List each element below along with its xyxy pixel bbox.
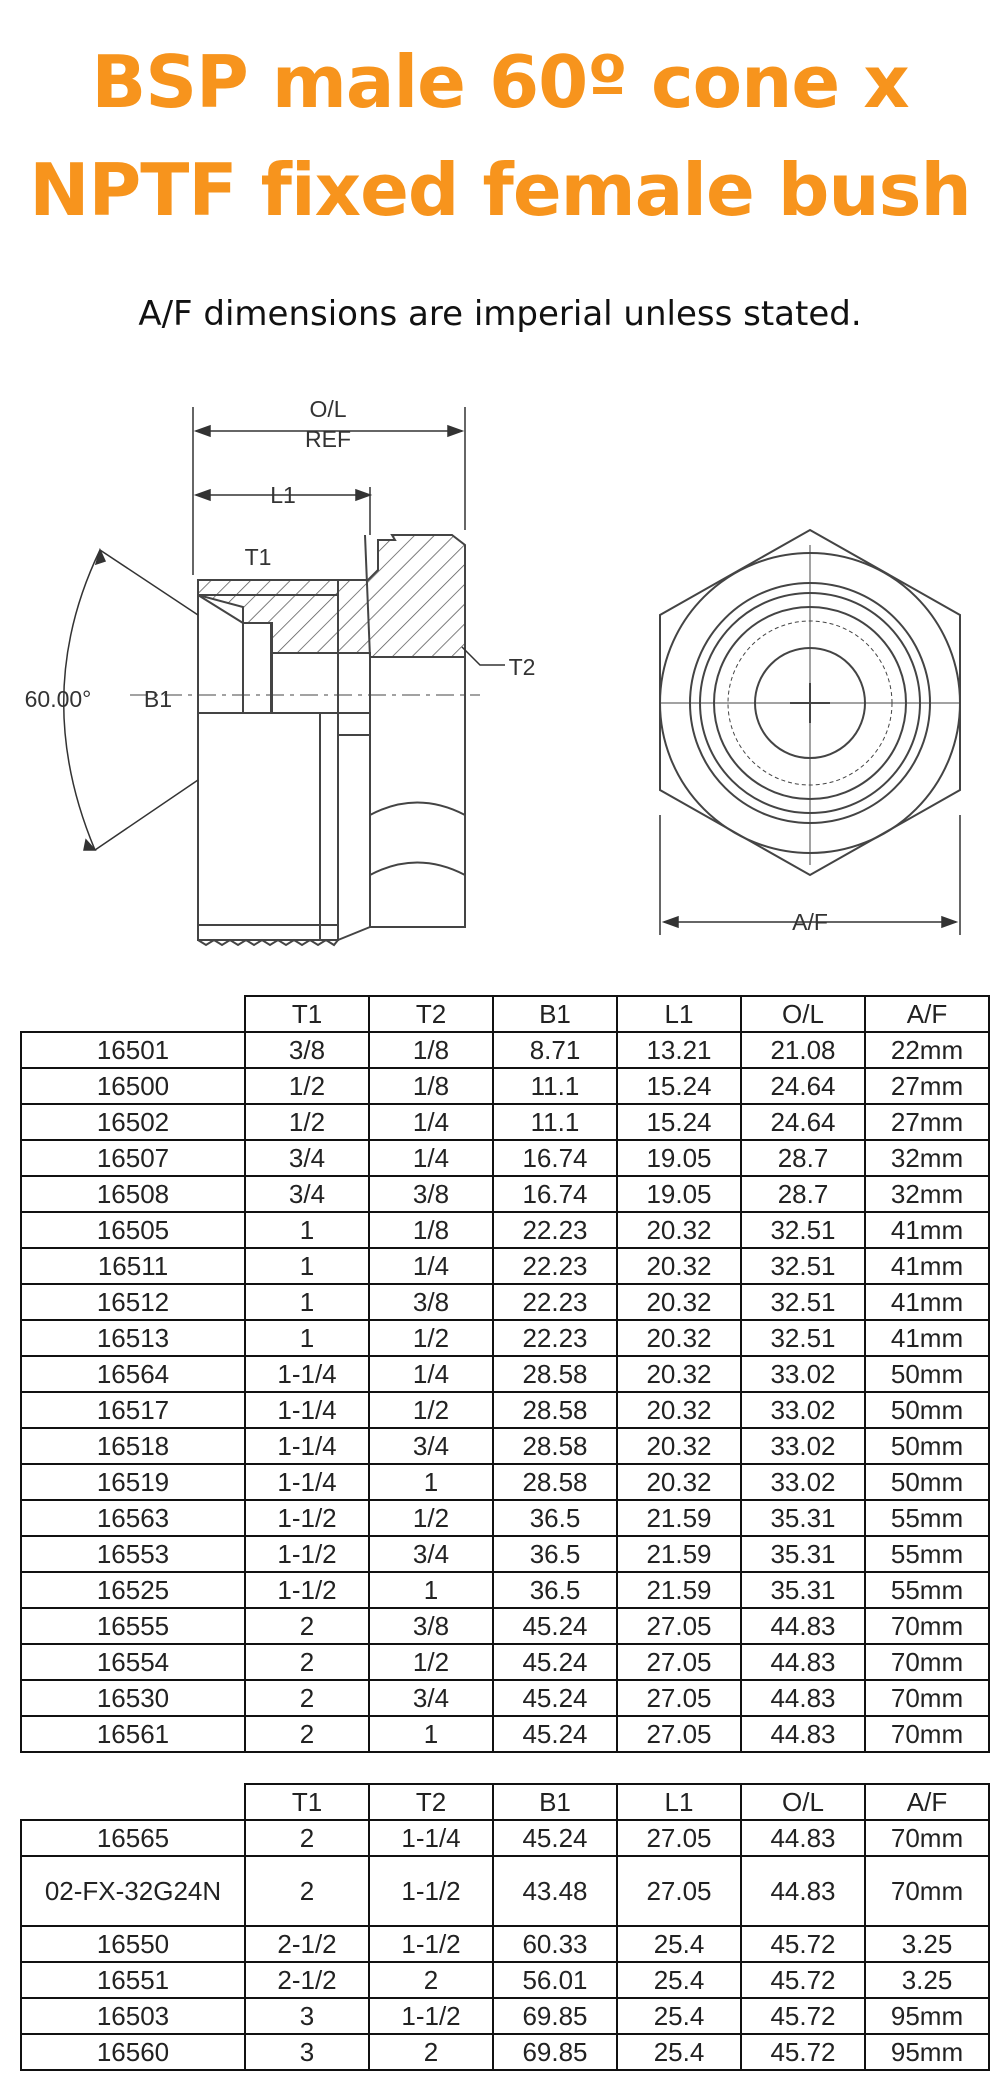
cell-b1: 11.1: [493, 1068, 617, 1104]
table-row: [21, 1104, 989, 1140]
cell-t2: 1/2: [369, 1644, 493, 1680]
cell-b1: 28.58: [493, 1356, 617, 1392]
cell-t2: 3/4: [369, 1680, 493, 1716]
cell-b1: 45.24: [493, 1608, 617, 1644]
cell-ol: 45.72: [741, 2034, 865, 2070]
cell-l1: 25.4: [617, 1962, 741, 1998]
cell-part-number: 16553: [21, 1536, 245, 1572]
cell-part-number: 16505: [21, 1212, 245, 1248]
cell-t2: 1-1/4: [369, 1820, 493, 1856]
cell-b1: 36.5: [493, 1536, 617, 1572]
cell-part-number: 16525: [21, 1572, 245, 1608]
header-t1: T1: [245, 996, 369, 1032]
header-t1: T1: [245, 1784, 369, 1820]
cell-t2: 3/8: [369, 1284, 493, 1320]
cell-ol: 24.64: [741, 1104, 865, 1140]
cell-af: 27mm: [865, 1104, 989, 1140]
cell-af: 50mm: [865, 1356, 989, 1392]
table-row: [21, 1572, 989, 1608]
cell-t1: 1-1/4: [245, 1464, 369, 1500]
cell-t2: 1/8: [369, 1032, 493, 1068]
cell-af: 70mm: [865, 1820, 989, 1856]
cell-part-number: 16502: [21, 1104, 245, 1140]
t1-label: T1: [244, 544, 272, 570]
cell-b1: 36.5: [493, 1500, 617, 1536]
cell-l1: 25.4: [617, 1926, 741, 1962]
cell-l1: 20.32: [617, 1284, 741, 1320]
cell-part-number: 16519: [21, 1464, 245, 1500]
cell-l1: 20.32: [617, 1464, 741, 1500]
cell-t2: 2: [369, 2034, 493, 2070]
table-row: [21, 1820, 989, 1856]
cell-t1: 2: [245, 1820, 369, 1856]
cell-af: 50mm: [865, 1392, 989, 1428]
table-2-body: [21, 1820, 989, 2070]
cell-b1: 69.85: [493, 1998, 617, 2034]
cell-t1: 1: [245, 1248, 369, 1284]
header-af: A/F: [865, 996, 989, 1032]
table-header-row: [21, 1784, 989, 1820]
table-row: [21, 1392, 989, 1428]
cell-ol: 32.51: [741, 1320, 865, 1356]
cell-t2: 1: [369, 1716, 493, 1752]
cell-t2: 1-1/2: [369, 1856, 493, 1926]
header-t2: T2: [369, 1784, 493, 1820]
cell-t1: 3: [245, 2034, 369, 2070]
cell-ol: 33.02: [741, 1464, 865, 1500]
cell-af: 3.25: [865, 1926, 989, 1962]
cell-t1: 2: [245, 1608, 369, 1644]
cell-t1: 1/2: [245, 1104, 369, 1140]
cell-b1: 45.24: [493, 1680, 617, 1716]
cell-t2: 1-1/2: [369, 1998, 493, 2034]
header-ol: O/L: [741, 996, 865, 1032]
cell-ol: 45.72: [741, 1962, 865, 1998]
cell-ol: 45.72: [741, 1998, 865, 2034]
cell-part-number: 16565: [21, 1820, 245, 1856]
t2-label: T2: [508, 654, 536, 680]
cell-af: 32mm: [865, 1140, 989, 1176]
cell-t1: 3/4: [245, 1176, 369, 1212]
header-blank: [21, 996, 245, 1032]
cell-af: 32mm: [865, 1176, 989, 1212]
cell-b1: 28.58: [493, 1464, 617, 1500]
table-row: [21, 1212, 989, 1248]
cell-t2: 1-1/2: [369, 1926, 493, 1962]
cell-part-number: 16530: [21, 1680, 245, 1716]
table-1-body: [21, 1032, 989, 1752]
subtitle: A/F dimensions are imperial unless stated.: [138, 294, 862, 334]
cell-part-number: 16563: [21, 1500, 245, 1536]
cell-l1: 27.05: [617, 1820, 741, 1856]
cell-part-number: 16564: [21, 1356, 245, 1392]
cell-af: 55mm: [865, 1572, 989, 1608]
table-row: [21, 1068, 989, 1104]
table-row: [21, 1140, 989, 1176]
table-row: [21, 1680, 989, 1716]
cell-b1: 22.23: [493, 1212, 617, 1248]
cell-part-number: 16551: [21, 1962, 245, 1998]
cell-ol: 33.02: [741, 1428, 865, 1464]
header-l1: L1: [617, 1784, 741, 1820]
cell-af: 70mm: [865, 1644, 989, 1680]
cell-t1: 1-1/4: [245, 1356, 369, 1392]
cell-t1: 3: [245, 1998, 369, 2034]
cell-af: 55mm: [865, 1500, 989, 1536]
table-row: [21, 1428, 989, 1464]
cell-af: 3.25: [865, 1962, 989, 1998]
cell-l1: 20.32: [617, 1392, 741, 1428]
cell-af: 70mm: [865, 1716, 989, 1752]
spec-table-2: [20, 1783, 990, 2071]
cell-b1: 28.58: [493, 1392, 617, 1428]
cell-b1: 45.24: [493, 1716, 617, 1752]
cell-part-number: 16550: [21, 1926, 245, 1962]
cell-l1: 27.05: [617, 1644, 741, 1680]
cell-t2: 3/4: [369, 1536, 493, 1572]
cell-ol: 44.83: [741, 1820, 865, 1856]
cell-t2: 1/2: [369, 1320, 493, 1356]
header-l1: L1: [617, 996, 741, 1032]
cell-l1: 20.32: [617, 1428, 741, 1464]
cell-t1: 3/8: [245, 1032, 369, 1068]
cell-b1: 45.24: [493, 1820, 617, 1856]
cell-ol: 21.08: [741, 1032, 865, 1068]
cell-t2: 1: [369, 1464, 493, 1500]
cell-part-number: 16555: [21, 1608, 245, 1644]
cell-ol: 44.83: [741, 1680, 865, 1716]
cell-b1: 60.33: [493, 1926, 617, 1962]
cell-af: 41mm: [865, 1284, 989, 1320]
cell-t1: 2-1/2: [245, 1962, 369, 1998]
cell-part-number: 16560: [21, 2034, 245, 2070]
page-title: [0, 28, 1000, 244]
table-row: [21, 2034, 989, 2070]
cell-af: 41mm: [865, 1320, 989, 1356]
cell-ol: 32.51: [741, 1212, 865, 1248]
cell-l1: 21.59: [617, 1536, 741, 1572]
cell-t1: 2: [245, 1644, 369, 1680]
cell-t2: 1/4: [369, 1104, 493, 1140]
cell-t2: 1/4: [369, 1356, 493, 1392]
cell-part-number: 16554: [21, 1644, 245, 1680]
cell-l1: 27.05: [617, 1716, 741, 1752]
header-b1: B1: [493, 996, 617, 1032]
cell-ol: 33.02: [741, 1392, 865, 1428]
cell-t1: 2: [245, 1716, 369, 1752]
table-row: [21, 1356, 989, 1392]
cell-ol: 24.64: [741, 1068, 865, 1104]
cell-b1: 56.01: [493, 1962, 617, 1998]
header-b1: B1: [493, 1784, 617, 1820]
cell-t2: 2: [369, 1962, 493, 1998]
cell-l1: 27.05: [617, 1608, 741, 1644]
cell-t2: 1: [369, 1572, 493, 1608]
table-row: [21, 1032, 989, 1068]
cell-t1: 3/4: [245, 1140, 369, 1176]
table-row: [21, 1962, 989, 1998]
cell-af: 55mm: [865, 1536, 989, 1572]
cell-l1: 20.32: [617, 1320, 741, 1356]
cell-ol: 35.31: [741, 1536, 865, 1572]
cell-t1: 1-1/4: [245, 1428, 369, 1464]
cell-b1: 22.23: [493, 1320, 617, 1356]
technical-drawing: [0, 395, 1000, 955]
table-row: [21, 1644, 989, 1680]
cell-t1: 1-1/2: [245, 1500, 369, 1536]
cell-t1: 1-1/2: [245, 1572, 369, 1608]
cell-l1: 25.4: [617, 2034, 741, 2070]
header-blank: [21, 1784, 245, 1820]
cell-t2: 1/8: [369, 1068, 493, 1104]
cell-t2: 1/2: [369, 1392, 493, 1428]
ol-label: O/L: [309, 396, 347, 422]
cell-t1: 2: [245, 1856, 369, 1926]
cell-ol: 32.51: [741, 1284, 865, 1320]
side-view: [130, 535, 480, 945]
table-header-row: [21, 996, 989, 1032]
cell-af: 41mm: [865, 1212, 989, 1248]
cell-t1: 1/2: [245, 1068, 369, 1104]
cell-af: 50mm: [865, 1464, 989, 1500]
table-row: [21, 1284, 989, 1320]
technical-drawing-svg: [0, 395, 1000, 955]
cell-t2: 3/8: [369, 1176, 493, 1212]
table-row: [21, 1176, 989, 1212]
cell-af: 27mm: [865, 1068, 989, 1104]
cell-af: 70mm: [865, 1856, 989, 1926]
cell-ol: 44.83: [741, 1644, 865, 1680]
cell-l1: 27.05: [617, 1856, 741, 1926]
header-t2: T2: [369, 996, 493, 1032]
cell-part-number: 16501: [21, 1032, 245, 1068]
cell-af: 50mm: [865, 1428, 989, 1464]
l1-label: L1: [270, 482, 296, 508]
cell-t1: 2-1/2: [245, 1926, 369, 1962]
cell-l1: 20.32: [617, 1212, 741, 1248]
cell-part-number: 16503: [21, 1998, 245, 2034]
cell-t1: 1: [245, 1320, 369, 1356]
table-row: [21, 1608, 989, 1644]
table-row: [21, 1248, 989, 1284]
cell-l1: 15.24: [617, 1068, 741, 1104]
cell-l1: 27.05: [617, 1680, 741, 1716]
cell-t1: 1: [245, 1212, 369, 1248]
cell-l1: 20.32: [617, 1356, 741, 1392]
angle-label: 60.00°: [24, 686, 92, 712]
cell-t2: 1/2: [369, 1500, 493, 1536]
cell-part-number: 16512: [21, 1284, 245, 1320]
cell-t2: 1/8: [369, 1212, 493, 1248]
cell-b1: 8.71: [493, 1032, 617, 1068]
cell-b1: 22.23: [493, 1248, 617, 1284]
table-row: [21, 1926, 989, 1962]
cell-b1: 45.24: [493, 1644, 617, 1680]
cell-af: 70mm: [865, 1680, 989, 1716]
cell-ol: 28.7: [741, 1176, 865, 1212]
cell-b1: 16.74: [493, 1176, 617, 1212]
cell-part-number: 16507: [21, 1140, 245, 1176]
cell-b1: 22.23: [493, 1284, 617, 1320]
cell-t1: 1-1/2: [245, 1536, 369, 1572]
cell-ol: 35.31: [741, 1572, 865, 1608]
cell-b1: 11.1: [493, 1104, 617, 1140]
cell-l1: 19.05: [617, 1140, 741, 1176]
cell-part-number: 16511: [21, 1248, 245, 1284]
cell-part-number: 16513: [21, 1320, 245, 1356]
cell-ol: 33.02: [741, 1356, 865, 1392]
table-row: [21, 1464, 989, 1500]
cell-ol: 45.72: [741, 1926, 865, 1962]
cell-t1: 1: [245, 1284, 369, 1320]
cell-ol: 28.7: [741, 1140, 865, 1176]
cell-b1: 43.48: [493, 1856, 617, 1926]
cell-l1: 15.24: [617, 1104, 741, 1140]
cell-af: 22mm: [865, 1032, 989, 1068]
ref-label: REF: [305, 426, 351, 452]
table-row: [21, 1856, 989, 1926]
front-view: [660, 530, 960, 875]
cell-l1: 19.05: [617, 1176, 741, 1212]
cell-part-number: 16500: [21, 1068, 245, 1104]
b1-label: B1: [143, 686, 173, 712]
cell-t2: 1/4: [369, 1248, 493, 1284]
spec-table-1: [20, 995, 990, 1753]
header-ol: O/L: [741, 1784, 865, 1820]
cell-ol: 32.51: [741, 1248, 865, 1284]
table-row: [21, 1500, 989, 1536]
header-af: A/F: [865, 1784, 989, 1820]
cell-part-number: 16561: [21, 1716, 245, 1752]
cell-ol: 44.83: [741, 1608, 865, 1644]
title-line-2: NPTF fixed female bush: [29, 148, 971, 232]
table-row: [21, 1716, 989, 1752]
cell-af: 70mm: [865, 1608, 989, 1644]
cell-ol: 44.83: [741, 1716, 865, 1752]
cell-l1: 25.4: [617, 1998, 741, 2034]
cell-l1: 21.59: [617, 1500, 741, 1536]
table-row: [21, 1320, 989, 1356]
title-line-1: BSP male 60º cone x: [91, 40, 909, 124]
cell-af: 95mm: [865, 2034, 989, 2070]
cell-part-number: 16517: [21, 1392, 245, 1428]
cell-part-number: 16518: [21, 1428, 245, 1464]
table-row: [21, 1998, 989, 2034]
cell-ol: 35.31: [741, 1500, 865, 1536]
cell-ol: 44.83: [741, 1856, 865, 1926]
cell-b1: 69.85: [493, 2034, 617, 2070]
cell-t2: 3/8: [369, 1608, 493, 1644]
cell-t2: 1/4: [369, 1140, 493, 1176]
cell-part-number: 02-FX-32G24N: [21, 1856, 245, 1926]
cell-t1: 1-1/4: [245, 1392, 369, 1428]
cell-l1: 13.21: [617, 1032, 741, 1068]
cell-b1: 28.58: [493, 1428, 617, 1464]
cell-b1: 16.74: [493, 1140, 617, 1176]
cell-l1: 20.32: [617, 1248, 741, 1284]
cell-b1: 36.5: [493, 1572, 617, 1608]
table-row: [21, 1536, 989, 1572]
cell-l1: 21.59: [617, 1572, 741, 1608]
cell-t1: 2: [245, 1680, 369, 1716]
af-label: A/F: [792, 909, 828, 935]
cell-af: 41mm: [865, 1248, 989, 1284]
cell-t2: 3/4: [369, 1428, 493, 1464]
cell-af: 95mm: [865, 1998, 989, 2034]
cell-part-number: 16508: [21, 1176, 245, 1212]
